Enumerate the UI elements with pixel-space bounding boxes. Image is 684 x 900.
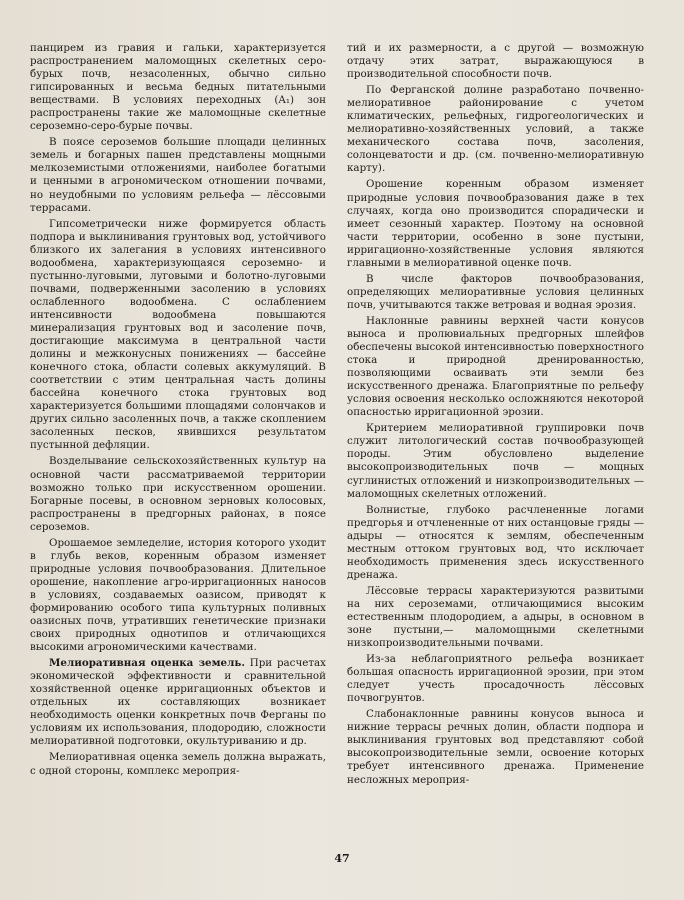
- paragraph: Мелиоративная оценка земель должна выражать, с одной стороны, комплекс мероприя-: [30, 751, 326, 777]
- paragraph: Из-за неблагоприятного рельефа возникает большая опасность ирригационной эрозии, при этом следует учесть просадочность лёссовых почвогрунтов.: [347, 653, 644, 705]
- paragraph: [30, 657, 326, 748]
- paragraph: В поясе сероземов большие площади целинных земель и богарных пашен представлены мощными мелкоземистыми отложениями, наиболее богатыми и ценными в агрономическом отношении почвами, но неудобными по условиям рельефа — лёссовыми террасами.: [30, 136, 326, 214]
- paragraph: панцирем из гравия и гальки, характеризуется распространением маломощных скелетных серо-бурых почв, незасоленных, обычно сильно гипсированных и весьма бедных питательными веществами. В условиях переходных (A₁) зон распространены такие же маломощные скелетные сероземно-серо-бурые почвы.: [30, 42, 326, 133]
- paragraph: Критерием мелиоративной группировки почв служит литологический состав почвообразующей породы. Этим обусловлено выделение высокопроизводительных почв — мощных суглинистых отложений и низкопроизводительных — маломощных скелетных отложений.: [347, 422, 644, 500]
- paragraph: Лёссовые террасы характеризуются развитыми на них сероземами, отличающимися высоким естественным плодородием, а адыры, в основном в зоне пустыни,— маломощными скелетными низкопроизводительными почвами.: [347, 584, 644, 650]
- paragraph-text: При расчетах экономической эффективности и сравнительной хозяйственной оценке ирригационных объектов и отдельных их составляющих возникает необходимость оценки конкретных почв Ферганы по условиям их использования, плодородию, сложности мелиоративной подготовки, окультуриванию и др.: [30, 657, 326, 748]
- paragraph: В числе факторов почвообразования, определяющих мелиоративные условия целинных почв, учитываются также ветровая и водная эрозия.: [347, 272, 644, 311]
- paragraph: Слабонаклонные равнины конусов выноса и нижние террасы речных долин, области подпора и выклинивания грунтовых вод представляют собой высокопроизводительные земли, освоение которых требует интенсивного дренажа. Применение несложных мероприя-: [347, 708, 644, 786]
- paragraph: По Ферганской долине разработано почвенно-мелиоративное районирование с учетом климатических, рельефных, гидрогеологических и мелиоративно-хозяйственных условий, а также механического состава почв, засоления, солонцеватости и др. (см. почвенно-мелиоративную карту).: [347, 84, 644, 175]
- left-column: [30, 42, 326, 778]
- paragraph: Орошаемое земледелие, история которого уходит в глубь веков, коренным образом изменяет природные условия почвообразования. Длительное орошение, накопление агро-ирригационных наносов в условиях, создаваемых оазисом, приводят к формированию особого типа культурных поливных оазисных почв, утративших генетические признаки своих природных однотипов и отличающихся высокими агрономическими качествами.: [30, 536, 326, 654]
- page-number: 47: [334, 852, 350, 865]
- paragraph: Возделывание сельскохозяйственных культур на основной части рассматриваемой территории возможно только при искусственном орошении. Богарные посевы, в основном зерновых колосовых, распространены в предгорных районах, в поясе сероземов.: [30, 455, 326, 533]
- paragraph: Волнистые, глубоко расчлененные логами предгорья и отчлененные от них останцовые гряды — адыры — относятся к землям, обеспеченным местным оттоком грунтовых вод, что исключает необходимость применения здесь искусственного дренажа.: [347, 503, 644, 581]
- paragraph: Гипсометрически ниже формируется область подпора и выклинивания грунтовых вод, устойчивого близкого их залегания в условиях интенсивного водообмена, характеризующаяся сероземно- и пустынно-луговыми, луговыми и болотно-луговыми почвами, подверженными засолению в условиях ослабленного водообмена. С ослаблением интенсивности водообмена повышаются минерализация грунтовых вод и засоление почв, достигающие максимума в центральной части долины и межконусных понижениях — бассейне конечного стока, области солевых аккумуляций. В соответствии с этим центральная часть долины бассейна конечного стока грунтовых вод характеризуется большими площадями солончаков и других сильно засоленных почв, а также скоплением засоленных песков, явившихся результатом пустынной дефляции.: [30, 217, 326, 452]
- section-heading: Мелиоративная оценка земель.: [49, 657, 245, 670]
- paragraph: тий и их размерности, а с другой — возможную отдачу этих затрат, выражающуюся в производительной способности почв.: [347, 42, 644, 81]
- right-column: [347, 42, 644, 787]
- paragraph: Наклонные равнины верхней части конусов выноса и пролювиальных предгорных шлейфов обеспечены высокой интенсивностью поверхностного стока и природной дренированностью, позволяющими осваивать эти земли без искусственного дренажа. Благоприятные по рельефу условия освоения несколько осложняются некоторой опасностью ирригационной эрозии.: [347, 314, 644, 419]
- paragraph: Орошение коренным образом изменяет природные условия почвообразования даже в тех случаях, когда оно производится спорадически и имеет сезонный характер. Поэтому на основной части территории, особенно в зоне пустыни, ирригационно-хозяйственные условия являются главными в мелиоративной оценке почв.: [347, 178, 644, 269]
